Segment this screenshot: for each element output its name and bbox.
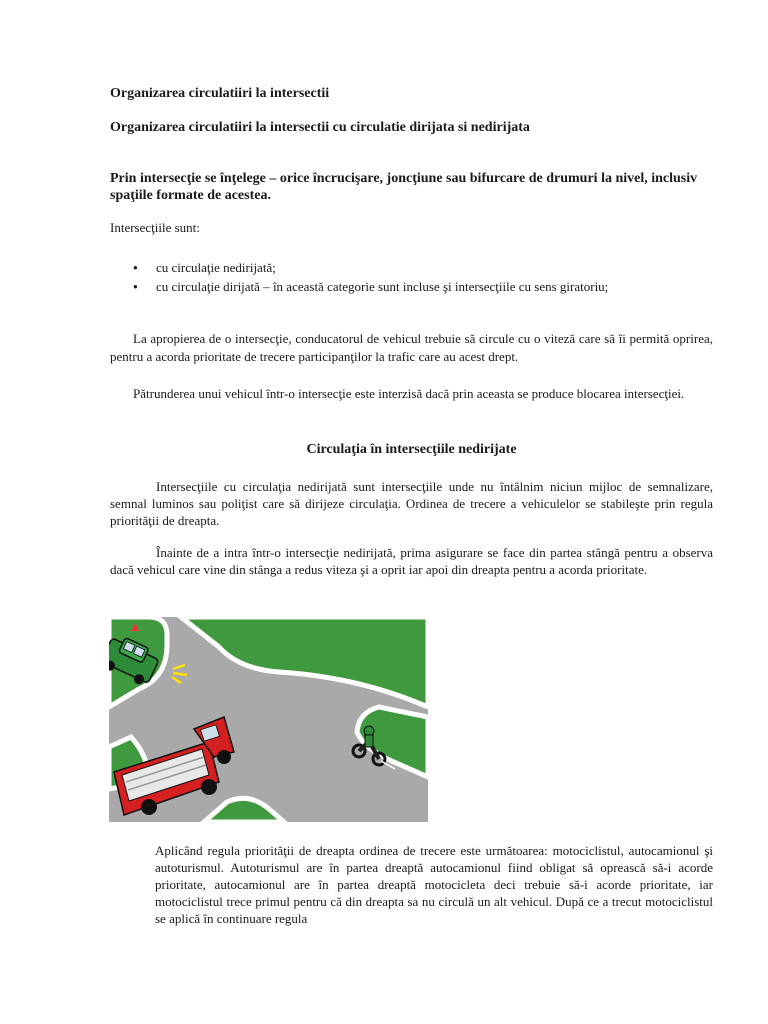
intersection-illustration [109,617,428,822]
paragraph-priority-order: Aplicând regula priorităţii de dreapta ordinea de trecere este următoarea: motociclistul, autocamionul şi autoturismul. Autoturismul are în partea dreaptă autocamionul fiind obligat să oprească să-i acorde prioritate, autocamionul are în partea dreaptă motocicleta deci trebuie să-i acorde prioritate, iar motociclistul trece primul pentru că din dreapta sa nu circulă un alt vehicul. După ce a trecut motociclistul se aplică în continuare regula [155,843,713,926]
document-subtitle: Organizarea circulatiiri la intersectii cu circulatie dirijata si nedirijata [110,120,530,135]
list-item: ● cu circulaţie nedirijată; [133,258,733,277]
list-item: ● cu circulaţie dirijată – în această categorie sunt incluse şi intersecţiile cu sens giratoriu; [133,277,733,296]
paragraph-approach: La apropierea de o intersecţie, conducatorul de vehicul trebuie să circule cu o viteză care să îi permită oprirea, pentru a acorda prioritate de trecere participanţilor la trafic care au acest drept. [110,331,713,364]
paragraph-check-left-right: Înainte de a intra într-o intersecţie nedirijată, prima asigurare se face din partea stângă pentru a observa dacă vehicul care vine din stânga a redus viteza şi a oprit iar apoi din dreapta pentru a acorda prioritate. [110,545,713,577]
intersection-types-list [133,258,733,296]
intro-line: Intersecţiile sunt: [110,220,200,235]
paragraph-unregulated: Intersecţiile cu circulaţia nedirijată sunt intersecţiile unde nu întâlnim niciun mijloc de semnalizare, semnal luminos sau poliţist care să dirijeze circulaţia. Ordinea de trecere a vehiculelor se stabileşte prin regula priorităţii de dreapta. [110,479,713,528]
section-heading: Circulaţia în intersecţiile nedirijate [306,442,517,457]
paragraph-blocking: Pătrunderea unui vehicul într-o intersecţie este interzisă dacă prin aceasta se produce blocarea intersecţiei. [133,386,685,401]
document-title: Organizarea circulatiiri la intersectii [110,86,330,101]
definition-paragraph: Prin intersecţie se înţelege – orice încrucişare, joncţiune sau bifurcare de drumuri la nivel, inclusiv spaţiile formate de acestea. [110,171,698,203]
